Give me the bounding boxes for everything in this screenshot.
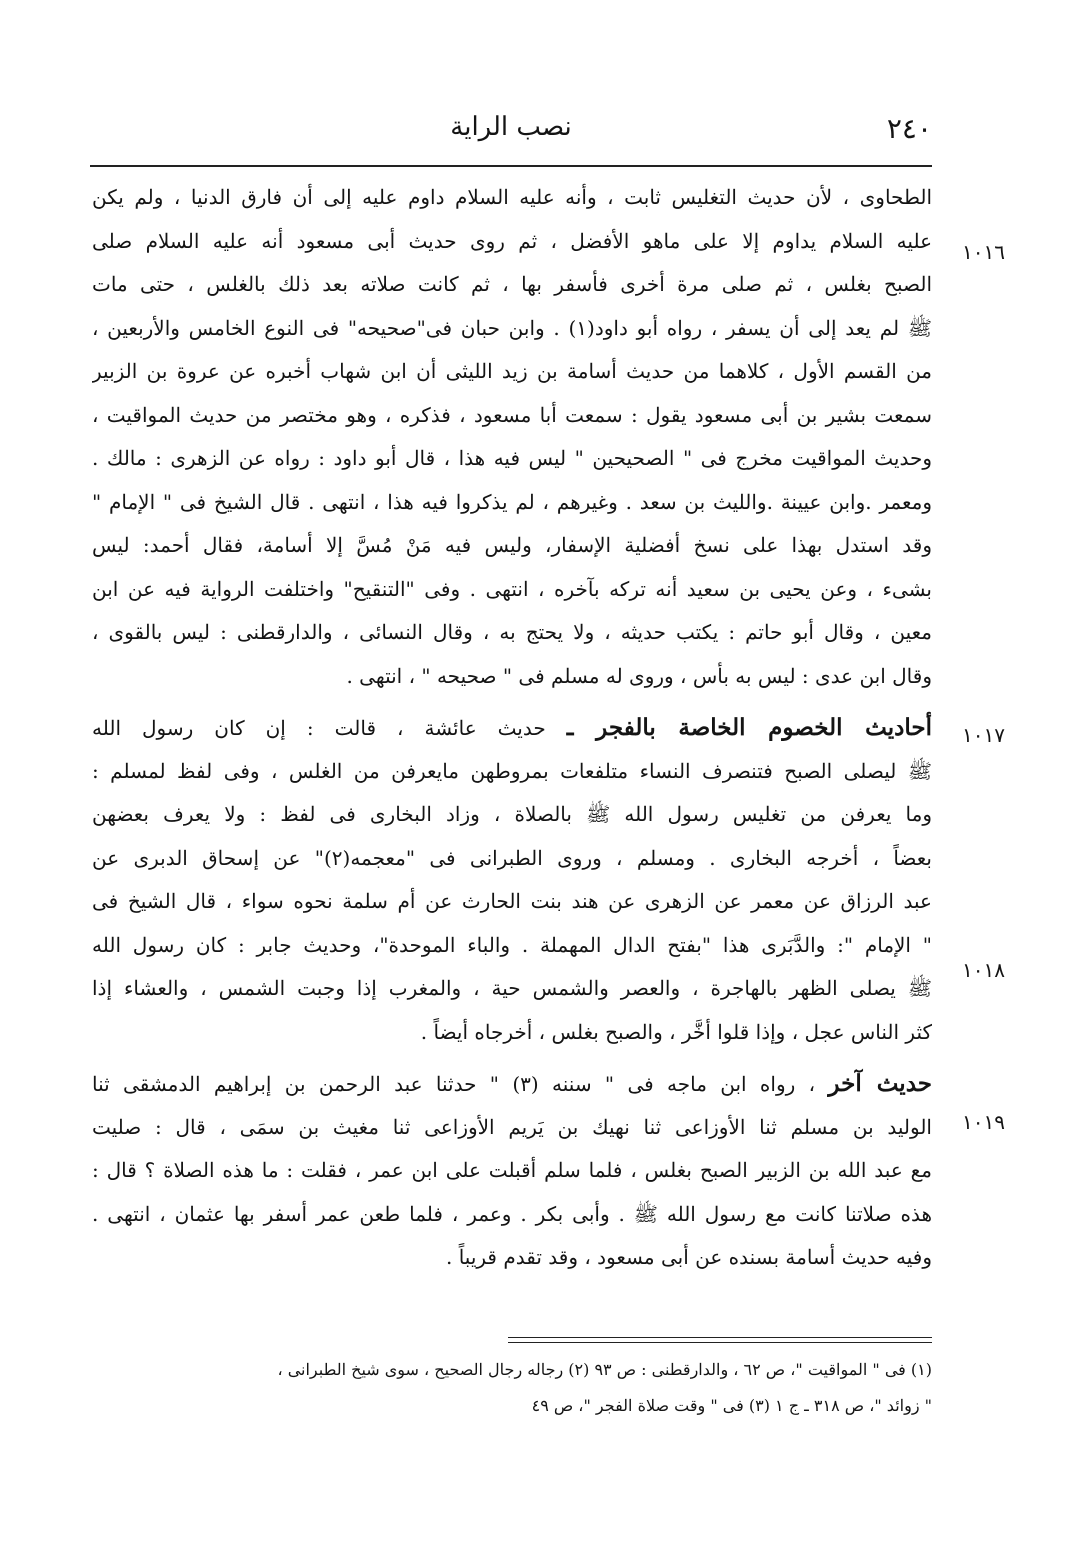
footnotes [92, 1352, 932, 1424]
section-heading-line [92, 1062, 932, 1106]
text-line: كثر الناس عجل ، وإذا قلوا أخَّر ، والصبح بغلس ، أخرجاه أيضاً . [420, 1019, 932, 1044]
section-heading-line [92, 706, 932, 750]
hadith-number-1017: ١٠١٧ [962, 723, 1005, 747]
text-line: هذه صلاتنا كانت مع رسول الله ﷺ . وأبى بكر . وعمر ، فلما طعن عمر أسفر بها عثمان ، انتهى . [92, 1201, 932, 1226]
text-line: مع عبد الله بن الزبير الصبح بغلس ، فلما سلم أقبلت على ابن عمر ، فقلت : ما هذه الصلاة ؟ قال : [92, 1158, 932, 1182]
hadith-number-1016: ١٠١٦ [962, 240, 1005, 264]
footnote-rule [508, 1342, 932, 1343]
text-line: وقال ابن عدى : ليس به بأس ، وروى له مسلم فى " صحيحه " ، انتهى . [346, 663, 932, 688]
hadith-number-1019: ١٠١٩ [962, 1110, 1005, 1134]
text-line: الوليد بن مسلم ثنا الأوزاعى ثنا نهيك بن يَريم الأوزاعى ثنا مغيث بن سمَى ، قال : صليت [92, 1114, 932, 1139]
text-line: ﷺ ليصلى الصبح فتنصرف النساء متلفعات بمروطهن مايعرفن من الغلس ، وفى لفظ لمسلم : [92, 758, 932, 783]
text-line: وحديث المواقيت مخرج فى " الصحيحين " ليس فيه هذا ، قال أبو داود : رواه عن الزهرى : مالك . [92, 446, 932, 470]
text-line: بعضاً ، أخرجه البخارى . ومسلم ، وروى الطبرانى فى "معجمه(٢)" عن إسحاق الدبرى عن [92, 845, 932, 870]
section-heading: أحاديث الخصوم الخاصة بالفجر ـ [566, 714, 932, 741]
hadith-number-1018: ١٠١٨ [962, 958, 1005, 982]
text-line: وقد استدل بهذا على نسخ أفضلية الإسفار، وليس فيه مَنْ مُسَّ إلا أسامة، فقال أحمد: ليس [92, 533, 932, 557]
text-line: عليه السلام يداوم إلا على ماهو الأفضل ، ثم روى حديث أبى مسعود أنه عليه السلام صلى [92, 228, 932, 253]
footnote-line: (١) فى " المواقيت "، ص ٦٢ ، والدارقطنى : ص ٩٣ (٢) رجاله رجال الصحيح ، سوى شيخ الطبرانى ، [277, 1360, 932, 1379]
footnote-rule [508, 1337, 932, 1338]
text-line: ﷺ لم يعد إلى أن يسفر ، رواه أبو داود(١) . وابن حبان فى"صحيحه" فى النوع الخامس والأربعين ، [92, 315, 932, 340]
text-line: بشىء ، وعن يحيى بن سعيد أنه تركه بآخره ، انتهى . وفى "التنقيح" واختلفت الرواية فيه عن ابن [92, 576, 932, 601]
text-line: معين ، وقال أبو حاتم : يكتب حديثه ، ولا يحتج به ، وقال النسائى ، والدارقطنى : ليس بالقوى ، [92, 620, 932, 644]
text-line: عبد الرزاق عن معمر عن الزهرى عن هند بنت الحارث عن أم سلمة نحوه سواء ، قال الشيخ فى [92, 889, 932, 913]
section-heading-continuation: ، رواه ابن ماجه فى " سننه (٣) " حدثنا عبد الرحمن بن إبراهيم الدمشقى ثنا [92, 1072, 816, 1096]
page-number: ٢٤٠ [886, 112, 932, 145]
text-line: وما يعرفن من تغليس رسول الله ﷺ بالصلاة ، وزاد البخارى فى لفظ : ولا يعرف بعضهن [92, 802, 932, 826]
text-line: ﷺ يصلى الظهر بالهاجرة ، والعصر والشمس حية ، والمغرب إذا وجبت الشمس ، والعشاء إذا [92, 976, 932, 1000]
running-title: نصب الراية [450, 112, 572, 142]
text-line: ومعمر .وابن عيينة .والليث بن سعد . وغيرهم ، لم يذكروا فيه هذا ، انتهى . قال الشيخ فى " الإمام " [92, 489, 932, 514]
text-line: من القسم الأول ، كلاهما من حديث أسامة بن زيد الليثى أن ابن شهاب أخبره عن عروة بن الزبير [92, 359, 932, 383]
section-heading-continuation: حديث عائشة ، قالت : إن كان رسول الله [92, 716, 546, 740]
text-line: وفيه حديث أسامة بسنده عن أبى مسعود ، وقد تقدم قريباً . [445, 1245, 932, 1269]
text-line: الطحاوى ، لأن حديث التغليس ثابت ، وأنه عليه السلام داوم عليه إلى أن فارق الدنيا ، ولم يكن [92, 185, 932, 209]
page-header [90, 112, 932, 152]
header-rule [90, 165, 932, 167]
footnote-line: " زوائد "، ص ٣١٨ ـ ج ١ (٣) فى " وقت صلاة الفجر "، ص ٤٩ [531, 1396, 932, 1415]
main-text [92, 176, 932, 1280]
section-heading: حديث آخر [828, 1070, 932, 1097]
text-line: سمعت بشير بن أبى مسعود يقول : سمعت أبا مسعود ، فذكره ، وهو مختصر من حديث المواقيت ، [92, 402, 932, 427]
text-line: الصبح بغلس ، ثم صلى مرة أخرى فأسفر بها ، ثم كانت صلاته بعد ذلك بالغلس ، حتى مات [92, 272, 932, 296]
text-line: " الإمام ": والدَّبَرى هذا "بفتح الدال المهملة . والباء الموحدة"، وحديث جابر : كان رسول الله [92, 932, 932, 957]
